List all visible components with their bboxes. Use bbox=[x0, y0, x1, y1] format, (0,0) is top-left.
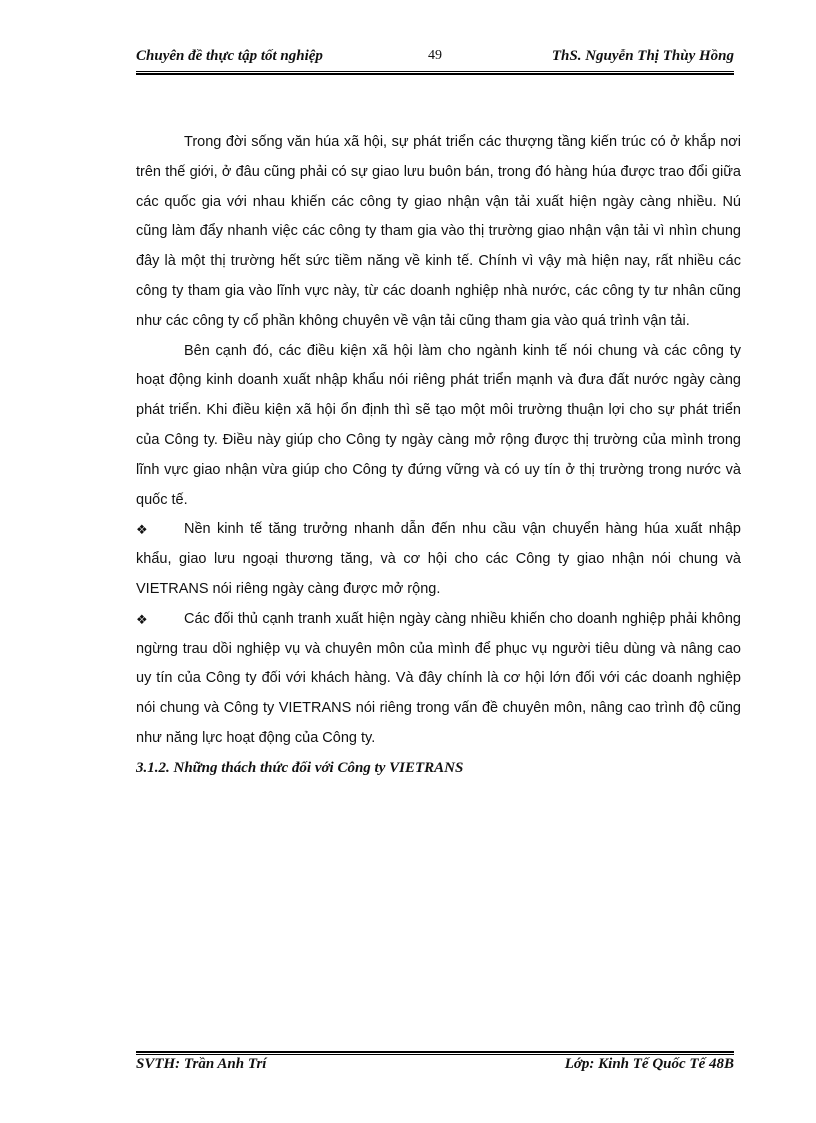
page-number: 49 bbox=[428, 48, 442, 63]
section-heading: 3.1.2. Những thách thức đối với Công ty VIETRANS bbox=[136, 759, 464, 776]
bullet-text-2: Các đối thủ cạnh tranh xuất hiện ngày càng nhiều khiến cho doanh nghiệp phải không ngừng trau dồi nghiệp vụ và chuyên môn của mình để phục vụ người tiêu dùng và nâng cao uy tín của Công ty đối với khách hàng. Và đây chính là cơ hội lớn đối với các doanh nghiệp nói chung và Công ty VIETRANS nói riêng trong vấn đề chuyên môn, nâng cao trình độ cũng như năng lực hoạt động của Công ty. bbox=[136, 610, 741, 746]
page-footer bbox=[136, 1056, 734, 1078]
paragraph-1: Trong đời sống văn húa xã hội, sự phát triển các thượng tầng kiến trúc có ở khắp nơi trên thế giới, ở đâu cũng phải có sự giao lưu buôn bán, trong đó hàng húa được trao đổi giữa các quốc gia với nhau khiến các công ty giao nhận vận tải xuất hiện ngày càng nhiều. Nú cũng làm đẩy nhanh việc các công ty tham gia vào thị trường giao nhận vận tải vì nhìn chung đây là một thị trường hết sức tiềm năng về kinh tế. Chính vì vậy mà hiện nay, rất nhiều các công ty tham gia vào lĩnh vực này, từ các doanh nghiệp nhà nước, các công ty tư nhân cũng như các công ty cổ phần không chuyên về vận tải cũng tham gia vào quá trình vận tải. bbox=[136, 134, 741, 329]
bullet-text-1: Nền kinh tế tăng trưởng nhanh dẫn đến nhu cầu vận chuyển hàng húa xuất nhập khẩu, giao lưu ngoại thương tăng, và cơ hội cho các Công ty giao nhận nói chung và VIETRANS nói riêng ngày càng được mở rộng. bbox=[136, 521, 741, 597]
header-divider bbox=[136, 71, 734, 75]
paragraph-2: Bên cạnh đó, các điều kiện xã hội làm cho ngành kinh tế nói chung và các công ty hoạt động kinh doanh xuất nhập khẩu nói riêng phát triển mạnh và đưa đất nước ngày càng phát triển. Khi điều kiện xã hội ổn định thì sẽ tạo một môi trường thuận lợi cho sự phát triển của Công ty. Điều này giúp cho Công ty ngày càng mở rộng được thị trường của mình trong lĩnh vực giao nhận vừa giúp cho Công ty đứng vững và có uy tín ở thị trường trong nước và quốc tế. bbox=[136, 342, 741, 508]
header-title: Chuyên đề thực tập tốt nghiệp bbox=[136, 48, 323, 64]
bullet-item-1 bbox=[136, 515, 741, 604]
footer-class: Lớp: Kinh Tế Quốc Tế 48B bbox=[564, 1056, 734, 1072]
bullet-item-2 bbox=[136, 605, 741, 754]
diamond-bullet-icon: ❖ bbox=[136, 522, 148, 538]
footer-divider bbox=[136, 1051, 734, 1055]
header-author: ThS. Nguyễn Thị Thùy Hồng bbox=[551, 48, 734, 64]
page-header bbox=[136, 48, 734, 70]
diamond-bullet-icon: ❖ bbox=[136, 611, 148, 627]
document-body bbox=[136, 128, 741, 784]
footer-student: SVTH: Trần Anh Trí bbox=[136, 1056, 267, 1072]
